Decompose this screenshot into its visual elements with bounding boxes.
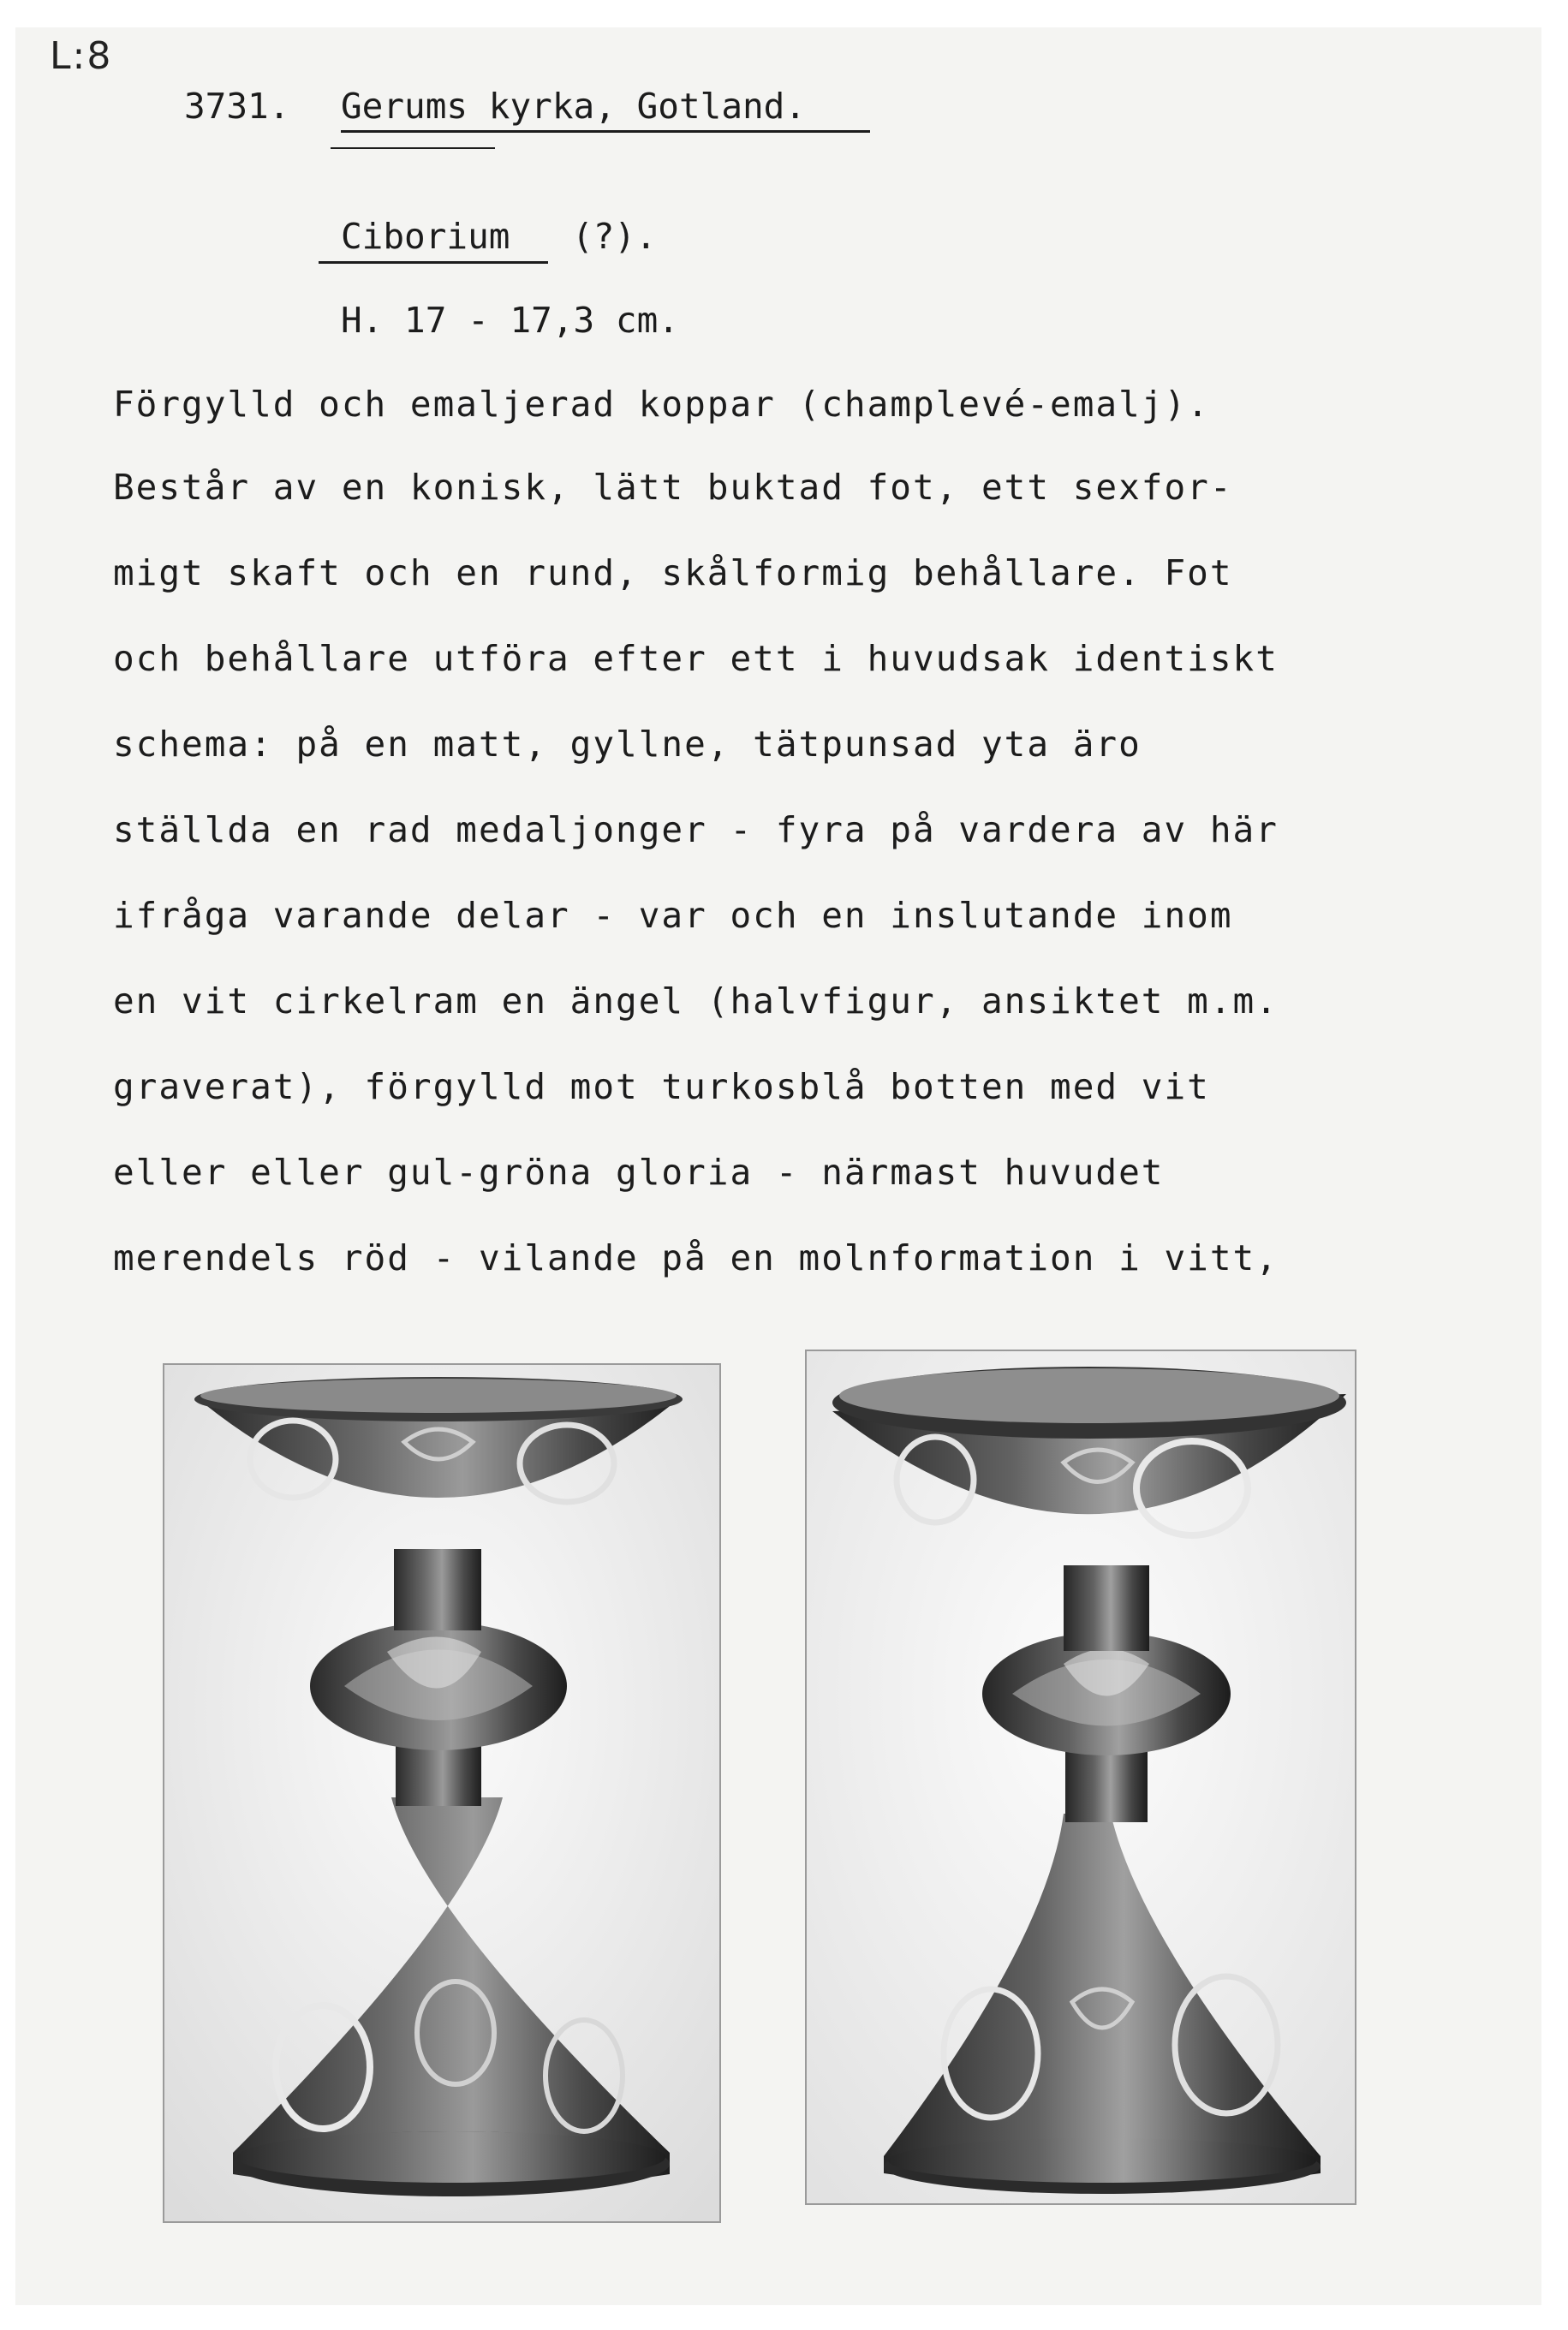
corner-mark: L:8 — [50, 34, 113, 78]
description-line: graverat), förgylld mot turkosblå botten med vit — [113, 1066, 1210, 1107]
object-name: Ciborium — [341, 216, 510, 257]
object-height: H. 17 - 17,3 cm. — [341, 300, 679, 341]
ciborium-image-left — [164, 1365, 719, 2221]
photo-ciborium-left — [163, 1363, 721, 2223]
ciborium-image-right — [807, 1351, 1355, 2203]
object-name-underline — [319, 261, 548, 264]
description-line: schema: på en matt, gyllne, tätpunsad yta äro — [113, 724, 1142, 765]
short-rule — [331, 147, 495, 149]
description-line: Förgylld och emaljerad koppar (champlevé-emalj). — [113, 384, 1210, 425]
description-line: eller eller gul-gröna gloria - närmast huvudet — [113, 1152, 1165, 1193]
description-line: och behållare utföra efter ett i huvudsak identiskt — [113, 638, 1279, 679]
description-line: ställda en rad medaljonger - fyra på vardera av här — [113, 809, 1279, 850]
page-title: Gerums kyrka, Gotland. — [341, 86, 807, 127]
photo-ciborium-right — [805, 1350, 1356, 2205]
object-qualifier: (?). — [572, 216, 657, 257]
description-line: migt skaft och en rund, skålformig behållare. Fot — [113, 552, 1233, 593]
description-line: en vit cirkelram en ängel (halvfigur, ansiktet m.m. — [113, 980, 1279, 1022]
catalog-number: 3731. — [184, 86, 290, 127]
description-line: Består av en konisk, lätt buktad fot, ett sexfor- — [113, 467, 1233, 508]
description-line: ifråga varande delar - var och en inslutande inom — [113, 895, 1233, 936]
description-line: merendels röd - vilande på en molnformation i vitt, — [113, 1237, 1279, 1278]
title-underline — [341, 130, 870, 133]
